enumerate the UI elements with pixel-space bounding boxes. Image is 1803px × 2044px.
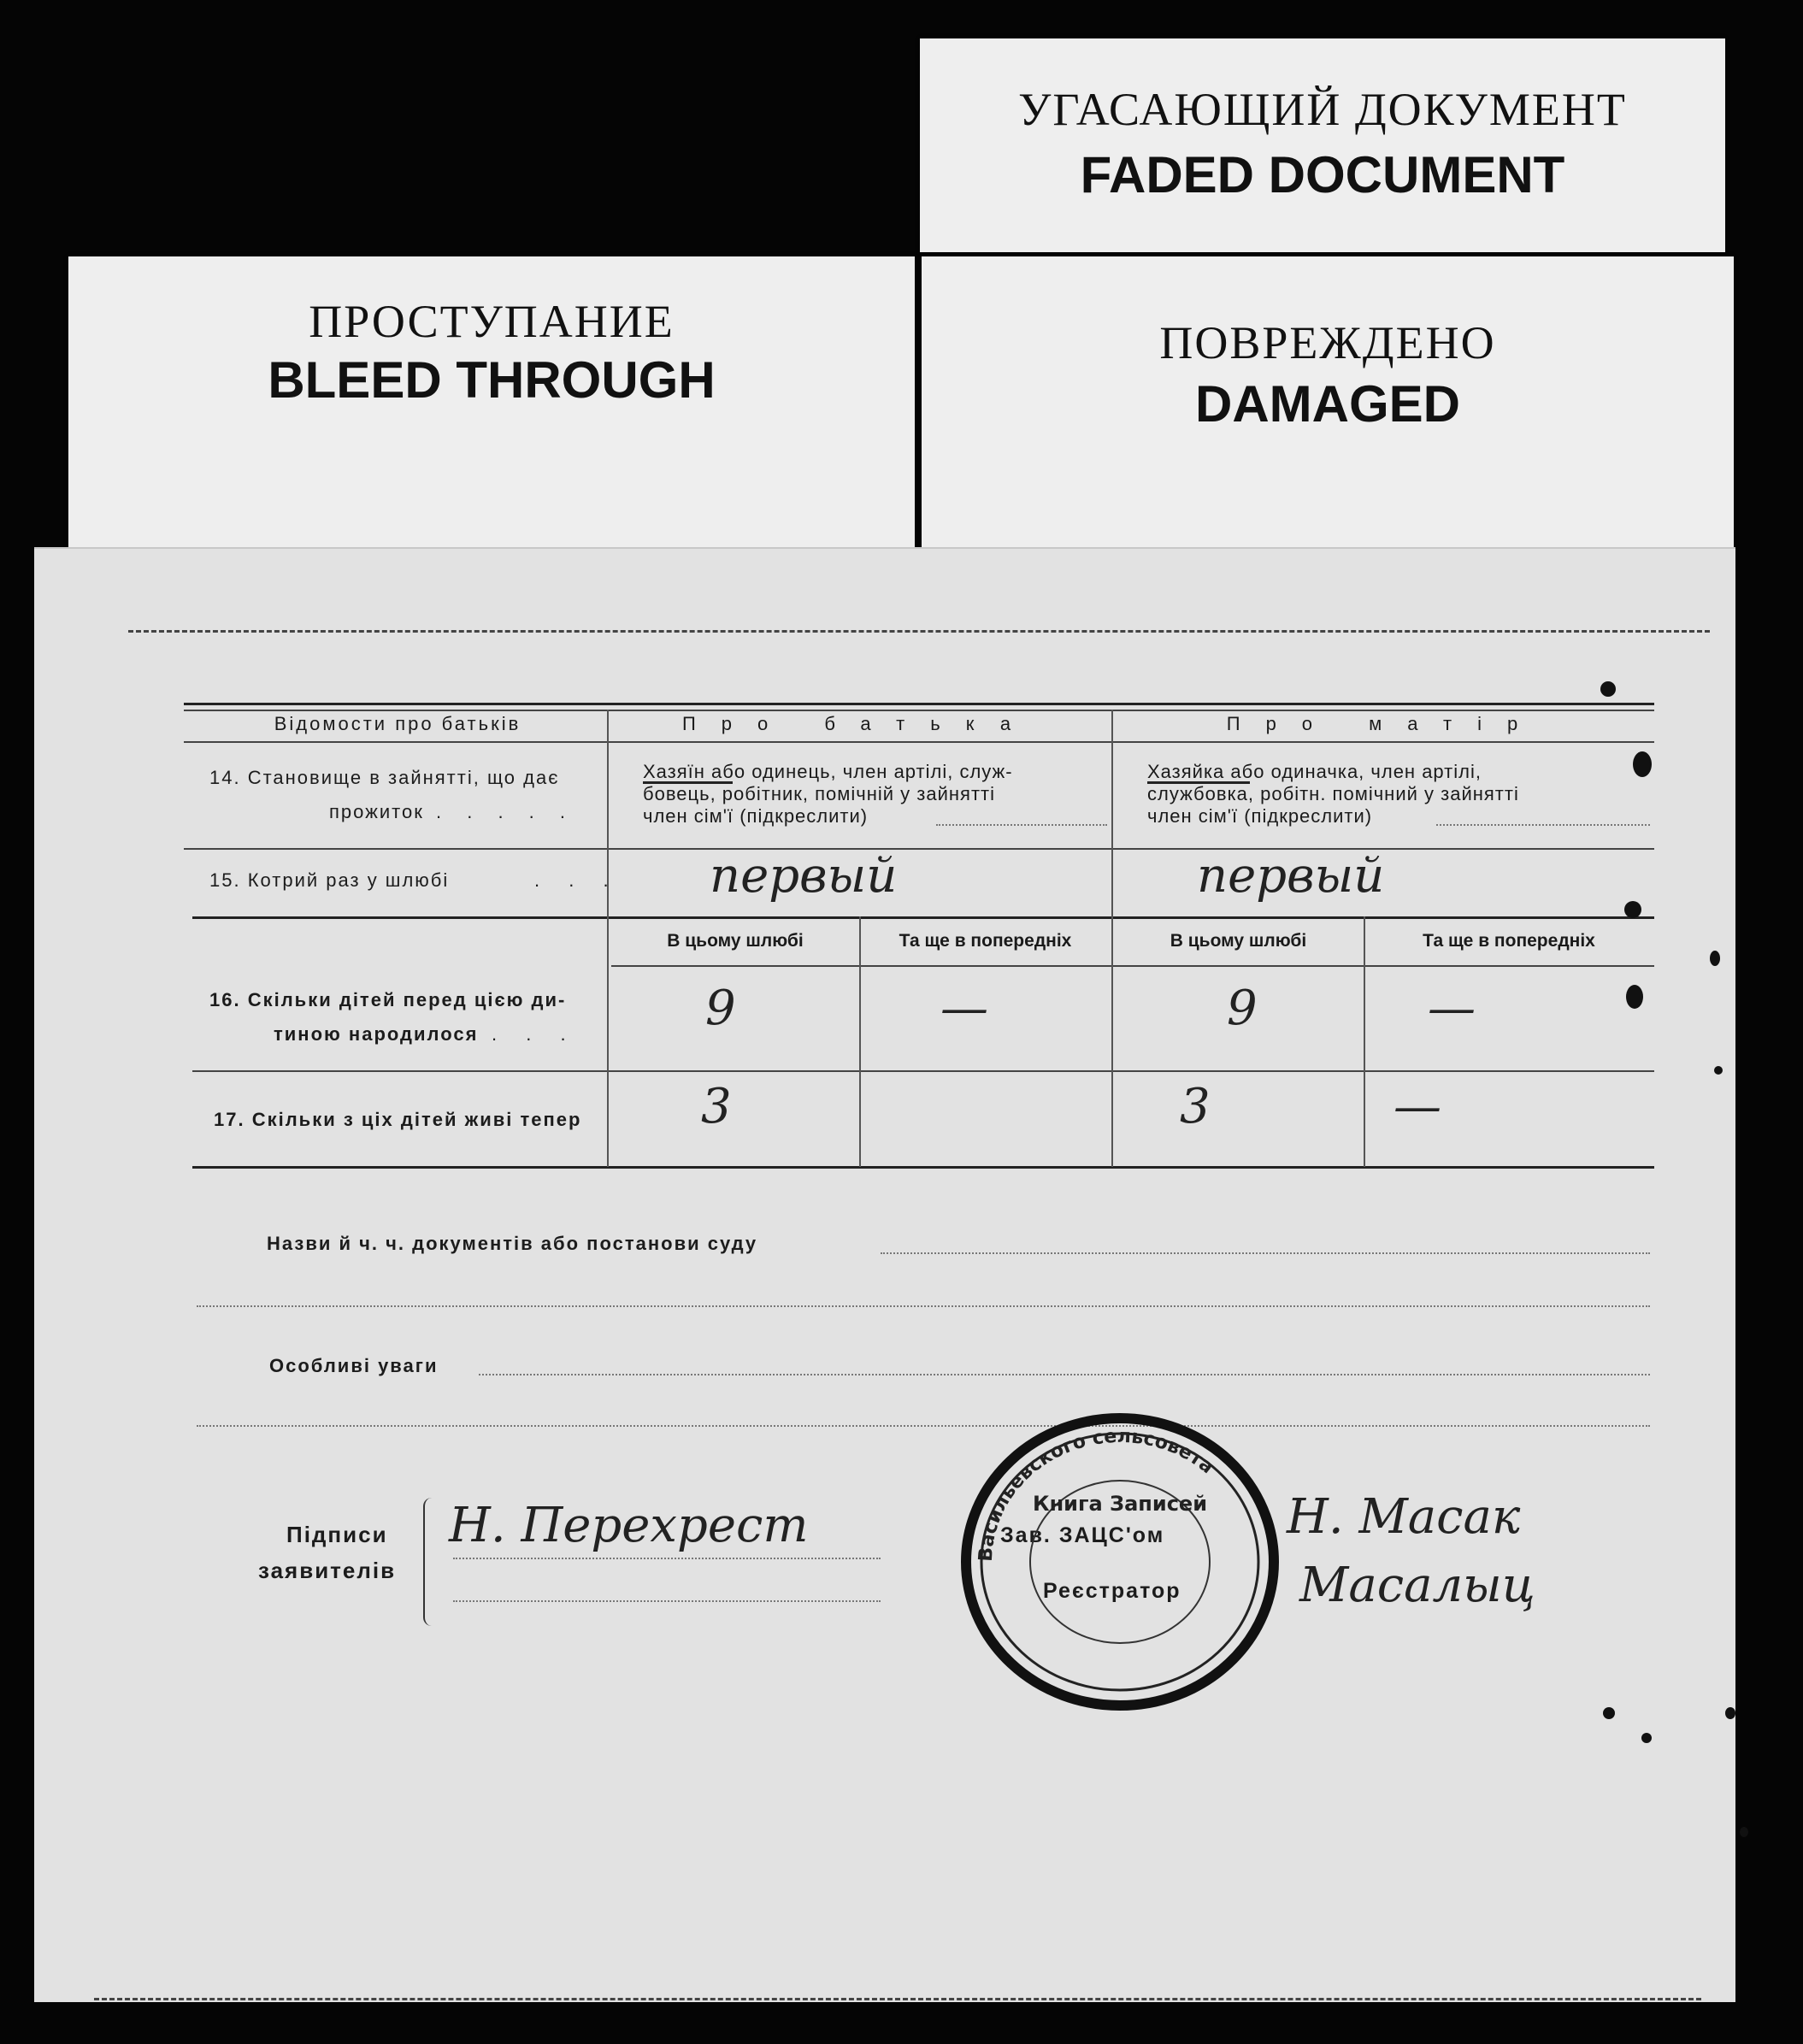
table-top-line xyxy=(184,703,1654,705)
row17-father-this: 3 xyxy=(701,1079,732,1134)
row14-label-2: прожиток xyxy=(329,801,424,822)
row16-father-this: 9 xyxy=(705,981,736,1036)
signatures-label: Підписи xyxy=(286,1522,388,1547)
faded-document-card xyxy=(920,38,1725,252)
document-page: Відомости про батьків Про батька Про матір 14. Становище в зайнятті, що дає прожиток . . . . . Хазяїн або одинець, член артілі, служ- бовець, робітник, помічній у зайнятті член сім'ї (підкреслити) Хазяйка або одиначка, член артілі, службовка, робітн. помічний у зайнятті член сім'ї (підкреслити) 15. Котрий раз у шлюбі . . . первый первый В цьому шлюбі Та ще в попередніх В цьому шлюбі Та ще в попередніх 16. Скільки дітей перед цією ди- тиною народилося . . . 9 — 9 — 17. Скільки з ціх дітей живі тепер 3 3 — Назви й ч. ч. документів або постанови суду Особливі уваги Підписи заявителів Н. Перехрест Зав. ЗАЦС'ом Н. Масак Реєстратор Масалыц Васильевского сельсовета Книга Записей xyxy=(34,547,1735,2002)
notes-label: Особливі уваги xyxy=(269,1355,439,1376)
row17-mother-this: 3 xyxy=(1180,1079,1211,1134)
damage-speck xyxy=(1600,681,1616,697)
subheader-father-prev: Та ще в попередніх xyxy=(899,931,1072,951)
underline-father-choice xyxy=(643,781,733,784)
damage-speck xyxy=(1633,751,1652,777)
bleed-en-label: BLEED THROUGH xyxy=(268,351,716,409)
col-header-mother: Про матір xyxy=(1226,713,1544,734)
row14-mother-line2: службовка, робітн. помічний у зайнятті xyxy=(1147,783,1519,804)
head-label: Зав. ЗАЦС'ом xyxy=(1000,1523,1165,1547)
col-header-parents: Відомости про батьків xyxy=(274,713,521,734)
col-header-father: Про батька xyxy=(681,713,1037,734)
applicant-signature: Н. Перехрест xyxy=(449,1498,809,1553)
documents-label: Назви й ч. ч. документів або постанови суду xyxy=(267,1233,758,1254)
signature-brace xyxy=(423,1498,437,1626)
bleed-through-card xyxy=(68,256,915,564)
subheader-father-this: В цьому шлюбі xyxy=(667,931,804,951)
damage-speck xyxy=(1714,1066,1723,1075)
row14-mother-line1: Хазяйка або одиначка, член артілі, xyxy=(1147,761,1482,782)
row16-mother-prev: — xyxy=(1428,981,1476,1036)
stamp-center-text: Книга Записей xyxy=(1032,1492,1208,1516)
faded-en-label: FADED DOCUMENT xyxy=(1080,146,1565,203)
underline-mother-choice xyxy=(1147,781,1250,784)
damaged-en-label: DAMAGED xyxy=(1195,375,1460,433)
row15-label: 15. Котрий раз у шлюбі xyxy=(209,869,450,891)
damage-speck xyxy=(1710,951,1720,966)
row17-label: 17. Скільки з ціх дітей живі тепер xyxy=(214,1109,582,1130)
head-signature: Н. Масак xyxy=(1287,1489,1521,1545)
perforation-bottom xyxy=(94,1998,1701,2000)
damage-speck xyxy=(1624,901,1641,918)
row16-father-prev: — xyxy=(940,981,988,1036)
table-bottom-line xyxy=(192,1166,1654,1169)
official-stamp xyxy=(953,1408,1287,1716)
row14-father-line1: Хазяїн або одинець, член артілі, служ- xyxy=(643,761,1013,782)
damage-speck xyxy=(1603,1707,1615,1719)
damage-speck xyxy=(1740,1827,1748,1837)
damaged-card xyxy=(922,256,1734,564)
faded-ru-label: УГАСАЮЩИЙ ДОКУМЕНТ xyxy=(1018,84,1627,135)
registrar-label: Реєстратор xyxy=(1043,1579,1181,1603)
damage-speck xyxy=(1626,985,1643,1009)
row14-father-line3: член сім'ї (підкреслити) xyxy=(643,805,869,827)
subheader-mother-this: В цьому шлюбі xyxy=(1170,931,1307,951)
bleed-ru-label: ПРОСТУПАНИЕ xyxy=(309,296,675,347)
stamp-ring-text: Васильевского сельсовета xyxy=(975,1425,1218,1563)
perforation-top xyxy=(128,630,1710,633)
signatures-label-2: заявителів xyxy=(258,1558,397,1583)
row15-father-value: первый xyxy=(710,848,898,904)
subheader-mother-prev: Та ще в попередніх xyxy=(1423,931,1595,951)
row14-label: 14. Становище в зайнятті, що дає xyxy=(209,767,560,788)
row14-father-line2: бовець, робітник, помічній у зайнятті xyxy=(643,783,996,804)
registrar-signature: Масалыц xyxy=(1299,1558,1535,1613)
row17-mother-prev: — xyxy=(1393,1079,1441,1134)
row16-label-2: тиною народилося xyxy=(274,1023,479,1045)
row15-mother-value: первый xyxy=(1197,848,1385,904)
row16-label: 16. Скільки дітей перед цією ди- xyxy=(209,989,567,1010)
damaged-ru-label: ПОВРЕЖДЕНО xyxy=(1159,317,1496,368)
damage-speck xyxy=(1725,1707,1735,1719)
row14-mother-line3: член сім'ї (підкреслити) xyxy=(1147,805,1373,827)
damage-speck xyxy=(1641,1733,1652,1743)
row16-mother-this: 9 xyxy=(1227,981,1258,1036)
